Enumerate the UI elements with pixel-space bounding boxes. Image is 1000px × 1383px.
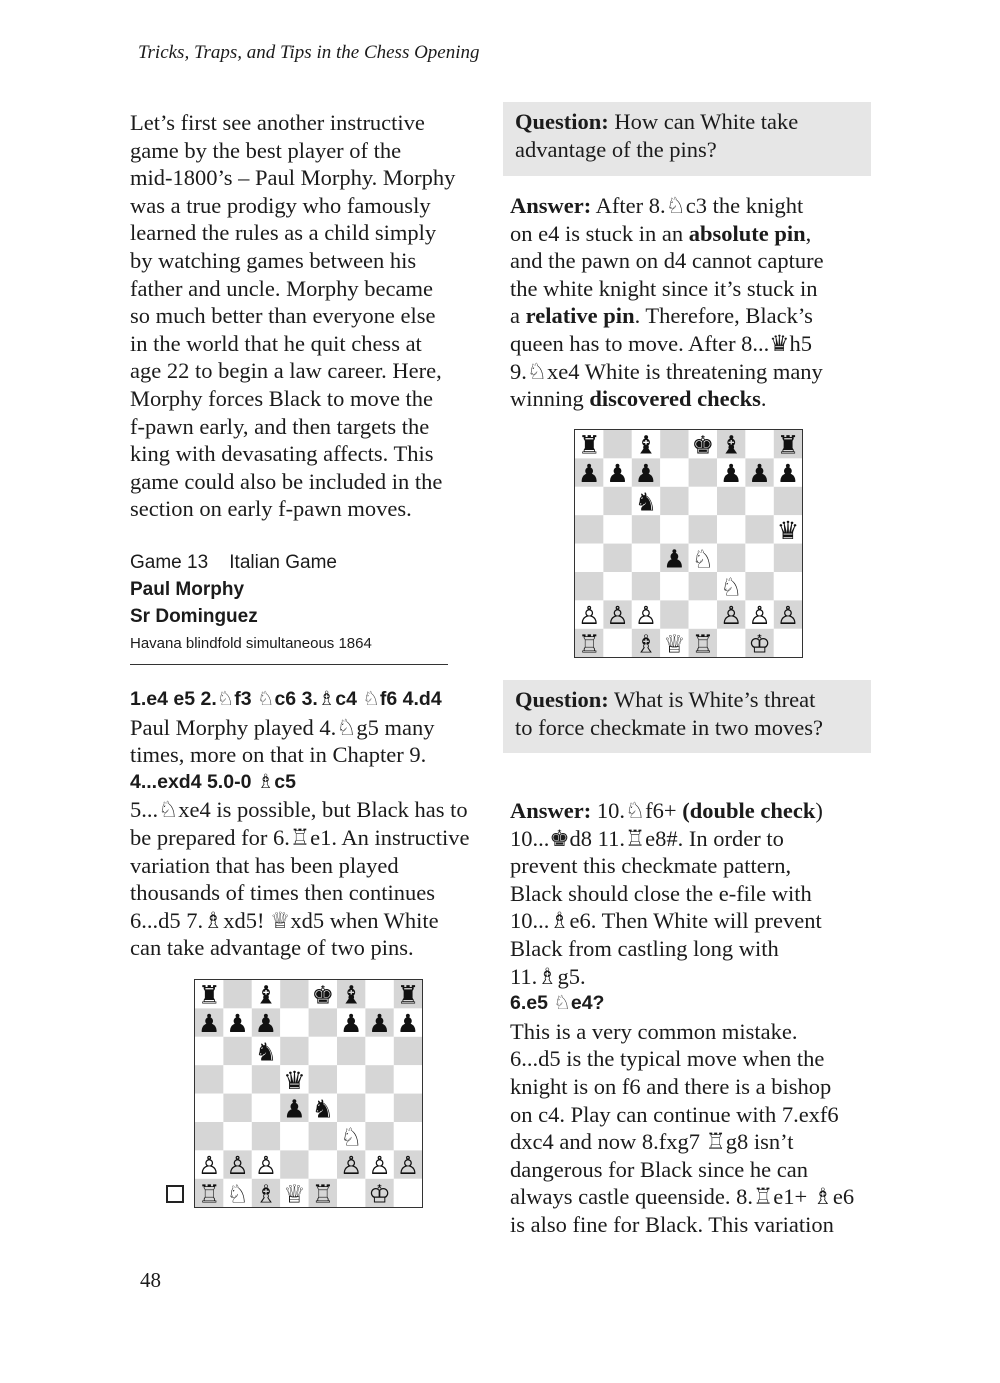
light-square: [603, 629, 631, 657]
white-pawn-piece: ♙: [634, 601, 658, 631]
divider-rule: [130, 664, 448, 665]
light-square: [745, 544, 773, 572]
white-rook-piece: ♖: [577, 629, 601, 658]
intro-line: so much better than everyone else: [130, 303, 436, 329]
dark-square: [280, 980, 308, 1008]
intro-line: king with devasating affects. This: [130, 441, 434, 467]
question-box-2: [503, 680, 871, 753]
board-position-after-9-nxe4: [575, 430, 802, 657]
game-event: Havana blindfold simultaneous 1864: [130, 635, 372, 652]
question-label: Question:: [515, 109, 609, 134]
dark-square: [309, 1008, 337, 1036]
light-square: [660, 458, 688, 486]
intro-line: Morphy forces Black to move the: [130, 385, 434, 411]
term-double-check: (double check: [682, 798, 816, 823]
white-pawn-piece: ♙: [254, 1151, 278, 1181]
white-knight-piece: ♘: [719, 572, 743, 602]
dark-square: [337, 1037, 365, 1065]
dark-square: [632, 515, 660, 543]
white-knight-piece: ♘: [226, 1179, 249, 1208]
answer-text: a: [510, 303, 526, 329]
black-rook-piece: ♜: [577, 430, 601, 460]
white-pawn-piece: ♙: [606, 601, 629, 631]
dark-square: [632, 572, 660, 600]
black-pawn-piece: ♟: [283, 1094, 306, 1124]
light-square: [195, 1094, 223, 1122]
answer-1: [510, 192, 875, 413]
answer-line: 11.♗g5.: [510, 963, 586, 989]
black-knight-piece: ♞: [254, 1037, 278, 1067]
paragraph-line: thousands of times then continues: [130, 880, 435, 906]
black-king-piece: ♚: [311, 980, 335, 1010]
light-square: [689, 487, 717, 515]
black-rook-piece: ♜: [396, 980, 420, 1010]
light-square: [603, 572, 631, 600]
light-square: [365, 1037, 393, 1065]
intro-paragraph: [130, 109, 490, 523]
black-pawn-piece: ♟: [634, 459, 658, 489]
answer-line: Black from castling long with: [510, 935, 779, 961]
light-square: [394, 1065, 422, 1093]
light-square: [280, 1008, 308, 1036]
intro-line: in the world that he quit chess at: [130, 330, 422, 356]
page-number: 48: [140, 1268, 161, 1292]
question-text-1: How can White take: [608, 109, 799, 134]
light-square: [660, 515, 688, 543]
running-header: Tricks, Traps, and Tips in the Chess Opening: [138, 42, 480, 63]
light-square: [575, 544, 603, 572]
white-knight-piece: ♘: [339, 1122, 363, 1152]
white-queen-piece: ♕: [663, 629, 686, 658]
black-pawn-piece: ♟: [748, 459, 771, 489]
black-knight-piece: ♞: [634, 487, 658, 517]
move-line-3: 6.e5 ♘e4?: [510, 992, 605, 1015]
dark-square: [394, 1037, 422, 1065]
paragraph-line: on c4. Play can continue with 7.exf6: [510, 1101, 839, 1127]
black-queen-piece: ♛: [283, 1065, 306, 1095]
black-pawn-piece: ♟: [577, 459, 601, 489]
intro-line: f-pawn early, and then targets the: [130, 413, 430, 439]
dark-square: [365, 1122, 393, 1150]
dark-square: [717, 487, 745, 515]
game-info: [130, 549, 470, 657]
paragraph-line: knight is on f6 and there is a bishop: [510, 1073, 832, 1099]
dark-square: [223, 1094, 251, 1122]
black-bishop-piece: ♝: [634, 430, 658, 460]
dark-square: [689, 515, 717, 543]
white-player: Paul Morphy: [130, 579, 245, 600]
white-rook-piece: ♖: [691, 629, 715, 658]
black-pawn-piece: ♟: [606, 459, 629, 489]
move-line-1: 1.e4 e5 2.♘f3 ♘c6 3.♗c4 ♘f6 4.d4: [130, 688, 442, 710]
paragraph-line: be prepared for 6.♖e1. An instructive: [130, 824, 470, 850]
white-king-piece: ♔: [368, 1179, 391, 1208]
dark-square: [280, 1150, 308, 1178]
black-knight-piece: ♞: [311, 1094, 335, 1124]
white-pawn-piece: ♙: [226, 1151, 249, 1181]
light-square: [365, 1094, 393, 1122]
dark-square: [603, 430, 631, 458]
white-pawn-piece: ♙: [368, 1151, 391, 1181]
paragraph-line: dxc4 and now 8.fxg7 ♖g8 isn’t: [510, 1129, 794, 1155]
white-bishop-piece: ♗: [254, 1179, 278, 1208]
answer-text: winning: [510, 386, 590, 412]
light-square: [632, 544, 660, 572]
term-discovered-checks: discovered checks: [589, 386, 761, 412]
answer-line: prevent this checkmate pattern,: [510, 853, 792, 879]
white-pawn-piece: ♙: [748, 601, 771, 631]
answer-2-text: [510, 825, 875, 991]
dark-square: [195, 1122, 223, 1150]
light-square: [309, 1037, 337, 1065]
chess-board-1: [194, 979, 423, 1208]
black-pawn-piece: ♟: [663, 544, 686, 574]
answer-text: ,: [805, 220, 812, 246]
dark-square: [660, 600, 688, 628]
dark-square: [660, 487, 688, 515]
black-queen-piece: ♛: [776, 515, 800, 545]
black-pawn-piece: ♟: [339, 1009, 363, 1039]
dark-square: [689, 572, 717, 600]
dark-square: [252, 1122, 280, 1150]
black-pawn-piece: ♟: [197, 1009, 221, 1039]
intro-line: father and uncle. Morphy became: [130, 275, 433, 301]
dark-square: [195, 1065, 223, 1093]
answer-text: ): [815, 798, 823, 823]
intro-line: game could also be included in the: [130, 468, 443, 494]
paragraph-line: can take advantage of two pins.: [130, 935, 414, 961]
paragraph-line: always castle queenside. 8.♖e1+ ♗e6: [510, 1184, 855, 1210]
black-king-piece: ♚: [691, 430, 715, 460]
chess-board-2: [574, 429, 803, 658]
black-pawn-piece: ♟: [254, 1009, 278, 1039]
dark-square: [603, 487, 631, 515]
paragraph-1: [130, 714, 495, 769]
paragraph-line: 6...d5 7.♗xd5! ♕xd5 when White: [130, 907, 439, 933]
answer-text: .: [760, 386, 767, 412]
black-bishop-piece: ♝: [339, 980, 363, 1010]
dark-square: [252, 1065, 280, 1093]
board-position-after-7-bxd5-qxd5: [195, 980, 422, 1207]
light-square: [660, 572, 688, 600]
intro-line: was a true prodigy who famously: [130, 192, 431, 218]
light-square: [774, 572, 802, 600]
answer-text: 9.♘xe4 White is threatening many: [510, 358, 823, 384]
white-bishop-piece: ♗: [634, 629, 658, 658]
paragraph-3: [510, 1018, 875, 1239]
paragraph-line: is also fine for Black. This variation: [510, 1211, 834, 1237]
light-square: [223, 1122, 251, 1150]
light-square: [337, 1179, 365, 1207]
black-pawn-piece: ♟: [226, 1009, 249, 1039]
white-pawn-piece: ♙: [577, 601, 601, 631]
question-label: Question:: [515, 687, 609, 712]
intro-line: game by the best player of the: [130, 137, 402, 163]
answer-label: Answer:: [510, 193, 592, 218]
dark-square: [774, 487, 802, 515]
paragraph-line: 5...♘xe4 is possible, but Black has to: [130, 797, 468, 823]
paragraph-2: [130, 796, 495, 962]
light-square: [223, 1065, 251, 1093]
dark-square: [689, 458, 717, 486]
paragraph-line: This is a very common mistake.: [510, 1018, 798, 1044]
dark-square: [309, 1065, 337, 1093]
light-square: [717, 515, 745, 543]
dark-square: [394, 1094, 422, 1122]
light-square: [394, 1179, 422, 1207]
answer-line: 10...♚d8 11.♖e8#. In order to: [510, 825, 784, 851]
light-square: [280, 1122, 308, 1150]
dark-square: [717, 544, 745, 572]
paragraph-line: dangerous for Black since he can: [510, 1156, 809, 1182]
dark-square: [223, 1037, 251, 1065]
dark-square: [365, 1065, 393, 1093]
intro-line: by watching games between his: [130, 247, 417, 273]
paragraph-line: variation that has been played: [130, 852, 399, 878]
white-knight-piece: ♘: [691, 544, 715, 574]
white-rook-piece: ♖: [197, 1179, 221, 1208]
black-pawn-piece: ♟: [776, 459, 800, 489]
answer-2-section: [510, 797, 875, 1239]
intro-line: section on early f-pawn moves.: [130, 496, 412, 522]
light-square: [195, 1037, 223, 1065]
black-player: Sr Dominguez: [130, 606, 258, 627]
question-text-2: advantage of the pins?: [515, 136, 717, 162]
answer-text: the white knight since it’s stuck in: [510, 275, 818, 301]
dark-square: [337, 1094, 365, 1122]
dark-square: [223, 980, 251, 1008]
answer-line: Black should close the e-file with: [510, 880, 812, 906]
light-square: [309, 1150, 337, 1178]
white-pawn-piece: ♙: [197, 1151, 221, 1181]
term-relative-pin: relative pin: [525, 303, 635, 329]
light-square: [774, 629, 802, 657]
light-square: [745, 487, 773, 515]
black-rook-piece: ♜: [776, 430, 800, 460]
move-line-2: 4...exd4 5.0-0 ♗c5: [130, 770, 296, 793]
light-square: [575, 487, 603, 515]
black-bishop-piece: ♝: [719, 430, 743, 460]
white-queen-piece: ♕: [283, 1179, 306, 1208]
question-text-2: to force checkmate in two moves?: [515, 714, 824, 740]
black-pawn-piece: ♟: [368, 1009, 391, 1039]
dark-square: [603, 544, 631, 572]
light-square: [394, 1122, 422, 1150]
paragraph-line: 6...d5 is the typical move when the: [510, 1046, 825, 1072]
game-moves-section: [130, 686, 495, 962]
light-square: [745, 430, 773, 458]
white-pawn-piece: ♙: [719, 601, 743, 631]
dark-square: [309, 1122, 337, 1150]
white-to-move-indicator: [166, 1185, 184, 1203]
answer-label: Answer:: [510, 798, 592, 823]
light-square: [252, 1094, 280, 1122]
answer-text: . Therefore, Black’s: [634, 303, 813, 329]
game-title: Game 13 Italian Game: [130, 552, 337, 573]
question-box-1: [503, 102, 871, 176]
white-pawn-piece: ♙: [776, 601, 800, 631]
dark-square: [774, 544, 802, 572]
light-square: [365, 980, 393, 1008]
black-pawn-piece: ♟: [719, 459, 743, 489]
dark-square: [745, 515, 773, 543]
intro-line: learned the rules as a child simply: [130, 220, 437, 246]
question-text-1: What is White’s threat: [608, 687, 816, 712]
intro-line: Let’s first see another instructive: [130, 110, 425, 135]
black-pawn-piece: ♟: [396, 1009, 420, 1039]
black-rook-piece: ♜: [197, 980, 221, 1010]
answer-text: on e4 is stuck in an: [510, 220, 689, 246]
paragraph-line: times, more on that in Chapter 9.: [130, 742, 427, 768]
answer-text: After 8.♘c3 the knight: [591, 193, 804, 218]
white-pawn-piece: ♙: [396, 1151, 420, 1181]
white-rook-piece: ♖: [311, 1179, 335, 1208]
answer-text: queen has to move. After 8...♛h5: [510, 330, 812, 356]
light-square: [689, 600, 717, 628]
term-absolute-pin: absolute pin: [688, 220, 806, 246]
dark-square: [660, 430, 688, 458]
intro-line: age 22 to begin a law career. Here,: [130, 358, 442, 384]
intro-line: mid-1800’s – Paul Morphy. Morphy: [130, 165, 456, 191]
white-pawn-piece: ♙: [339, 1151, 363, 1181]
white-king-piece: ♔: [748, 629, 771, 658]
dark-square: [280, 1037, 308, 1065]
paragraph-line: Paul Morphy played 4.♘g5 many: [130, 714, 435, 740]
answer-text: and the pawn on d4 cannot capture: [510, 248, 824, 274]
dark-square: [745, 572, 773, 600]
dark-square: [575, 515, 603, 543]
light-square: [717, 629, 745, 657]
answer-line: 10...♗e6. Then White will prevent: [510, 908, 822, 934]
dark-square: [575, 572, 603, 600]
answer-text: 10.♘f6+: [591, 798, 683, 823]
light-square: [337, 1065, 365, 1093]
light-square: [603, 515, 631, 543]
black-bishop-piece: ♝: [254, 980, 278, 1010]
